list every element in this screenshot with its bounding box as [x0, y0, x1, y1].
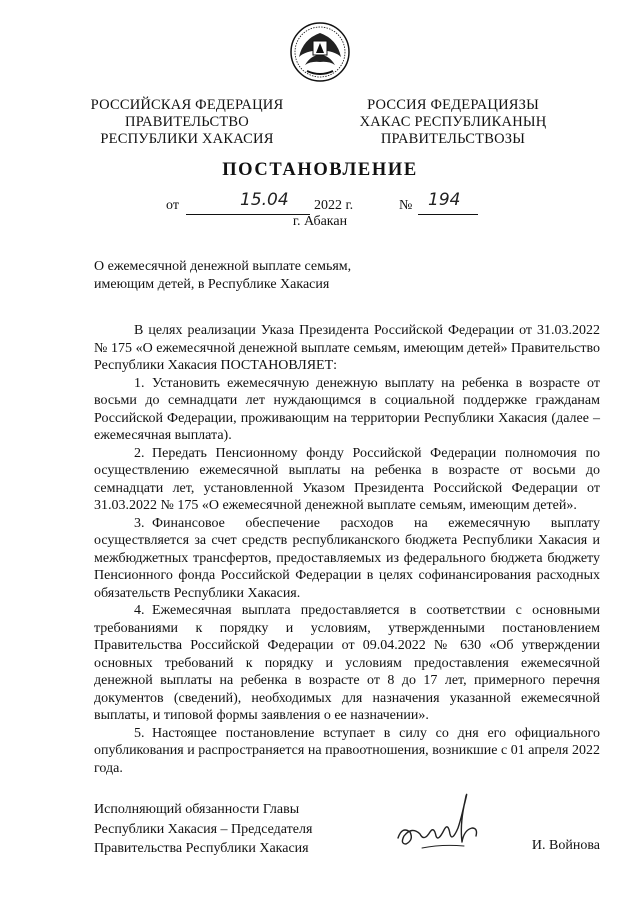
document-title: ПОСТАНОВЛЕНИЕ [222, 160, 418, 180]
header-left-line: РОССИЙСКАЯ ФЕДЕРАЦИЯ [90, 97, 284, 113]
coat-of-arms-emblem [289, 21, 351, 83]
date-handwritten: 15.04 [240, 190, 289, 210]
signatory-title [94, 800, 312, 859]
city-label: г. Абакан [292, 214, 348, 229]
header-right-block [348, 97, 558, 148]
subject-line: О ежемесячной денежной выплате семьям, [94, 259, 352, 274]
signatory-title-line: Республики Хакасия – Председателя [94, 821, 313, 837]
number-handwritten: 194 [428, 190, 461, 210]
subject-line: имеющим детей, в Республике Хакасия [94, 277, 330, 292]
item-text: Настоящее постановление вступает в силу со дня его официального опубликования и распространяется на правоотношения, возникшие с 01 апреля 2022 года. [94, 725, 600, 776]
signatory-title-line: Исполняющий обязанности Главы [94, 802, 300, 817]
signatory-name: И. Войнова [531, 838, 600, 853]
year-text: 2022 г. [314, 198, 354, 213]
item-paragraph [94, 375, 600, 445]
document-body [94, 322, 600, 777]
item-paragraph [94, 515, 600, 603]
item-paragraph [94, 602, 600, 725]
item-paragraph [94, 445, 600, 515]
item-text: Ежемесячная выплата предоставляется в соответствии с основными требованиями к порядку и условиям, утвержденными постановлением Правительства Российской Федерации от 09.04.2022 № 630 «Об утверждении основных требований к порядку и условиям предоставления ежемесячной денежной выплаты на ребенка в возрасте от 8 до 17 лет, примерного перечня документов (сведений), необходимых для назначения указанной ежемесячной выплаты, и типовой формы заявления о ее назначении». [94, 603, 600, 723]
item-text: Установить ежемесячную денежную выплату на ребенка в возрасте от восьми до семнадцати лет нуждающимся в социальной поддержке гражданам Российской Федерации, проживающим на территории Республики Хакасия (далее – ежемесячная выплата). [94, 375, 600, 443]
number-prefix: № [399, 198, 413, 213]
header-right-line: РОССИЯ ФЕДЕРАЦИЯЗЫ [367, 97, 539, 113]
item-number: 1. [134, 375, 145, 391]
item-number: 4. [134, 603, 145, 618]
signatory-title-line: Правительства Республики Хакасия [94, 841, 309, 856]
item-number: 2. [134, 445, 145, 461]
header-left-block [82, 97, 292, 148]
date-prefix: от [166, 198, 179, 213]
intro-paragraph: В целях реализации Указа Президента Российской Федерации от 31.03.2022 № 175 «О ежемесячной денежной выплате семьям, имеющим детей» Правительство Республики Хакасия ПОСТАНОВЛЯЕТ: [94, 323, 600, 373]
item-number: 3. [134, 515, 145, 531]
item-text: Передать Пенсионному фонду Российской Федерации полномочия по осуществлению ежемесячной выплаты на ребенка в возрасте от восьми до семнадцати лет, установленной Указом Президента Российской Федерации от 31.03.2022 № 175 «О ежемесячной денежной выплате семьям, имеющим детей». [94, 445, 600, 513]
document-subject [94, 258, 384, 294]
handwritten-signature [392, 786, 492, 866]
item-text: Финансовое обеспечение расходов на ежемесячную выплату осуществляется за счет средств республиканского бюджета Республики Хакасия и межбюджетных трансфертов, предоставляемых из федерального бюджета бюджету Пенсионного фонда Российской Федерации в целях софинансирования расходных обязательств Республики Хакасия. [94, 515, 600, 601]
item-paragraph [94, 725, 600, 778]
item-number: 5. [134, 725, 145, 741]
header-left-line: РЕСПУБЛИКИ ХАКАСИЯ [100, 131, 274, 147]
header-right-line: ПРАВИТЕЛЬСТВОЗЫ [380, 131, 526, 147]
header-right-line: ХАКАС РЕСПУБЛИКАНЫҢ [359, 114, 547, 130]
header-left-line: ПРАВИТЕЛЬСТВО [125, 114, 249, 130]
